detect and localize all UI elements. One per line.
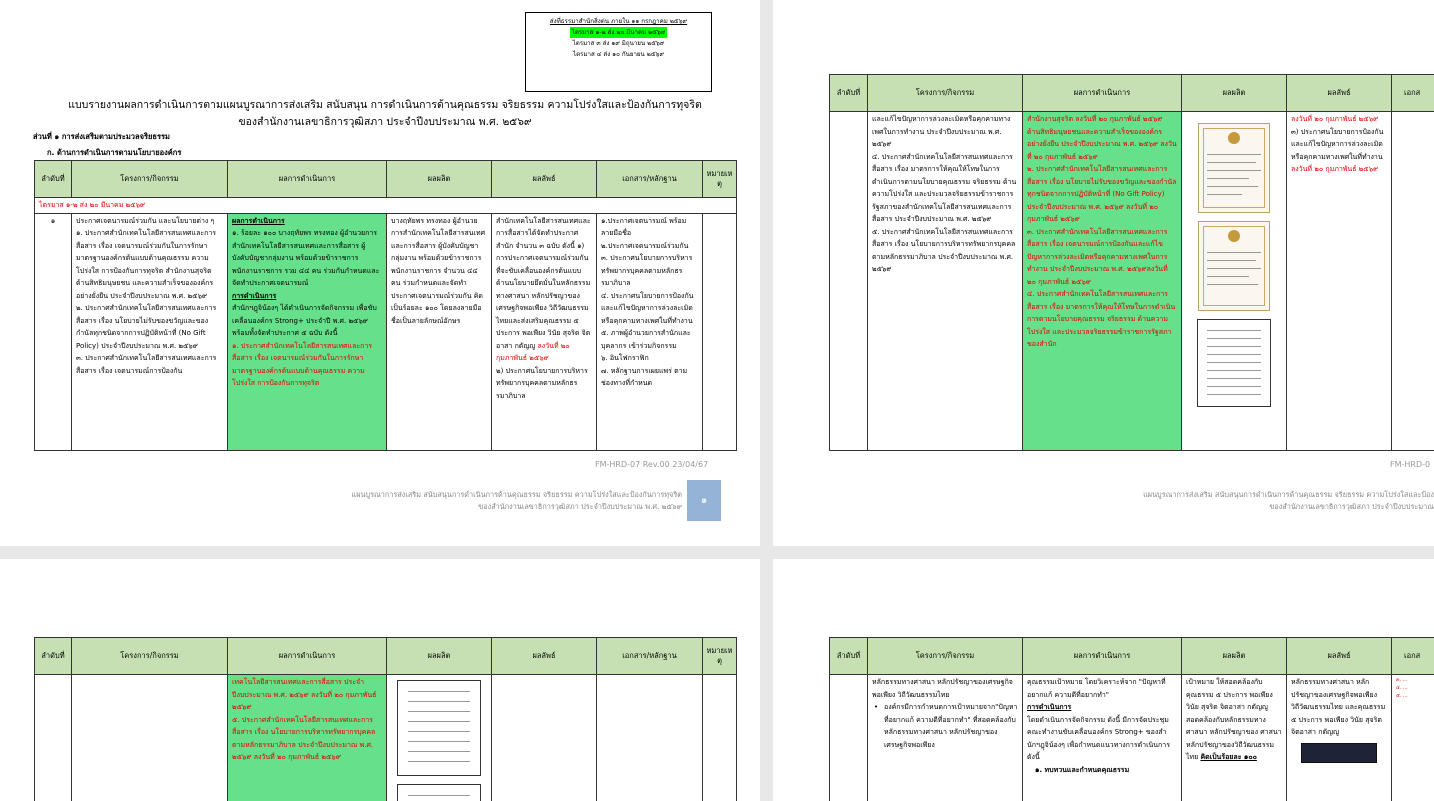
- col-header-result: ผลการดำเนินการ: [228, 638, 387, 675]
- row-remark: [703, 213, 737, 450]
- project-bullet: • องค์กรมีการกำหนดการเป้าหมายจาก"ปัญหาที่อยากแก้ ความดีที่อยากทำ" ที่สอดคล้องกับหลักธรรมทางศาสนา หลักปรัชญาของเศรษฐกิจพอเพียง: [872, 701, 1018, 751]
- col-header-outcome: ผลลัพธ์: [492, 161, 597, 198]
- footer-text: [1143, 489, 1434, 513]
- col-header-no: ลำดับที่: [830, 75, 868, 112]
- col-header-output: ผลผลิต: [387, 638, 492, 675]
- col-header-outcome: ผลลัพธ์: [492, 638, 597, 675]
- photo-thumbnail: [1301, 743, 1377, 763]
- col-header-project: โครงการ/กิจกรรม: [868, 75, 1023, 112]
- subsection-heading: ก. ด้านการดำเนินการตามนโยบายองค์กร: [47, 148, 182, 157]
- col-header-output: ผลผลิต: [1182, 75, 1287, 112]
- document-page-4: [773, 559, 1434, 801]
- schedule-q4: ไตรมาส ๔ ส่ง ๑๐ กันยายน ๒๕๖๙: [573, 51, 664, 58]
- result-para2: โดยดำเนินการจัดกิจกรรม ดังนี้ มีการจัดประชุมคณะทำงานขับเคลื่อนองค์กร Strong+ ของสำนักฯฎุจิน้องๆ เพื่อกำหนดแนวทางการดำเนินการ ดังนี้: [1027, 715, 1170, 761]
- footer-line2: ของสำนักงานเลขาธิการวุฒิสภา ประจำปีงบประมาณ: [1269, 502, 1434, 511]
- col-header-remark: หมายเหตุ: [703, 161, 737, 198]
- project-intro: หลักธรรมทางศาสนา หลักปรัชญาของเศรษฐกิจพอเพียง วิถีวัฒนธรรมไทย: [872, 678, 1013, 699]
- report-title-line1: แบบรายงานผลการดำเนินการตามแผนบูรณาการส่งเสริม สนับสนุน การดำเนินการด้านคุณธรรม จริยธรรม ความโปร่งใสและป้องกันการทุจริต: [68, 99, 702, 111]
- certificate-thumbnail: [1198, 123, 1270, 213]
- output-para: เป้าหมาย ให้สอดคล้องกับคุณธรรม ๕ ประการ พอเพียง วินัย สุจริต จิตอาสา กตัญญู สอดคล้องกับหลักธรรมทางศาสนา หลักปรัชญาของ ศาสนา หลักปรัชญาของวิถีวัฒนธรรมไทย: [1186, 678, 1282, 761]
- form-code: FM-HRD-07 Rev.00 23/04/67: [595, 460, 709, 469]
- row-project: ประกาศเจตนารมณ์ร่วมกัน และนโยบายต่าง ๆ ๑. ประกาศสำนักเทคโนโลยีสารสนเทศและการสื่อสาร เรื่อง เจตนารมณ์ร่วมกันในการรักษามาตรฐานองค์กรต้นแบบด้านคุณธรรม ความโปร่งใส การป้องกันการทุจริต สำนักงานสุจริต ด้านสิทธิมนุษยชน และความสำเร็จขององค์กรอย่างยั่งยืน ประจำปีงบประมาณ พ.ศ. ๒๕๖๙ ๒. ประกาศสำนักเทคโนโลยีสารสนเทศและการสื่อสาร เรื่อง นโยบายไม่รับของขวัญและของกำนัลทุกชนิดจากการปฏิบัติหน้าที่ (No Gift Policy) ประจำปีงบประมาณ พ.ศ. ๒๕๖๙ ๓. ประกาศสำนักเทคโนโลยีสารสนเทศและการสื่อสาร เรื่อง เจตนารมณ์การป้องกัน: [72, 213, 228, 450]
- col-header-result: ผลการดำเนินการ: [228, 161, 387, 198]
- outcome-para2: ๒) ประกาศนโยบายการบริหารทรัพยากรบุคคลตามหลักธรรมาภิบาล: [496, 366, 588, 400]
- outcome-para: หลักธรรมทางศาสนา หลักปรัชญาของเศรษฐกิจพอเพียง วิถีวัฒนธรรมไทย และคุณธรรม ๕ ประการ พอเพียง วินัย สุจริต จิตอาสา กตัญญู: [1291, 678, 1386, 736]
- col-header-evidence: เอกสาร/หลักฐาน: [597, 638, 703, 675]
- result-heading: ผลการดำเนินการ: [232, 216, 285, 225]
- result-para2: สำนักฯฎุจิน้องๆ ได้ดำเนินการจัดกิจกรรม เพื่อขับเคลื่อนองค์กร Strong+ ประจำปี พ.ศ. ๒๕๖๙ พร้อมทั้งจัดทำประกาศ ๕ ฉบับ ดังนี้: [232, 304, 377, 337]
- row-outcome: [1287, 112, 1392, 451]
- footer-line2: ของสำนักงานเลขาธิการวุฒิสภา ประจำปีงบประมาณ พ.ศ. ๒๕๖๙: [478, 502, 682, 511]
- col-header-no: ลำดับที่: [35, 638, 72, 675]
- section-heading: ส่วนที่ ๑ การส่งเสริมตามประมวลจริยธรรม: [33, 132, 170, 141]
- document-page-1: [0, 0, 760, 546]
- document-thumbnail: [397, 784, 481, 801]
- row-project: [72, 675, 228, 801]
- col-header-evidence-partial: เอกส: [1392, 638, 1434, 675]
- result-heading: การดำเนินการ: [1027, 703, 1072, 711]
- row-output-thumbnails: [1182, 112, 1287, 451]
- row-output-thumbnails: [387, 675, 492, 801]
- form-code: FM-HRD-0: [1390, 460, 1431, 469]
- col-header-outcome: ผลลัพธ์: [1287, 638, 1392, 675]
- submission-schedule-box: [525, 12, 712, 92]
- col-header-output: ผลผลิต: [1182, 638, 1287, 675]
- schedule-q3: ไตรมาส ๓ ส่ง ๑๙ มิถุนายน ๒๕๖๙: [572, 40, 665, 47]
- schedule-header: ส่งที่ธรรมาสำนักสิ่งต่น ภายใน ๑๑ กรกฎาคม ๒๕๖๙: [549, 18, 688, 25]
- result-para3: ๑. ทบทวนและกำหนดคุณธรรม: [1035, 765, 1130, 774]
- row-evidence: [597, 675, 703, 801]
- signature-list-thumbnail: [397, 680, 481, 776]
- row-output: บางฤทัยพร ทรงทอง ผู้อำนวยการสำนักเทคโนโลยีสารสนเทศและการสื่อสาร ผู้บังคับบัญชากลุ่มงาน พร้อมด้วยข้าราชการ พนักงานราชการ จำนวน ๔๔ คน ร่วมกำหนดและจัดทำประกาศเจตนารมณ์ร่วมกัน คิดเป็นร้อยละ ๑๐๐ โดยลงลายมือชื่อเป็นลายลักษณ์อักษร: [387, 213, 492, 450]
- col-header-project: โครงการ/กิจกรรม: [72, 638, 228, 675]
- row-remark: [703, 675, 737, 801]
- certificate-thumbnail: [1198, 221, 1270, 311]
- quarter-row: ไตรมาส ๑-๒ ส่ง ๒๐ มีนาคม ๒๕๖๙: [35, 198, 737, 214]
- footer-line1: แผนบูรณาการส่งเสริม สนับสนุนการดำเนินการด้านคุณธรรม จริยธรรม ความโปร่งใสและป้อง: [1143, 490, 1434, 499]
- col-header-evidence-partial: เอกส: [1392, 75, 1434, 112]
- output-percent: คิดเป็นร้อยละ ๑๐๐: [1200, 753, 1257, 761]
- row-outcome: [1287, 675, 1392, 801]
- row-result: [228, 213, 387, 450]
- result-heading2: การดำเนินการ: [232, 291, 277, 300]
- footer-line1: แผนบูรณาการส่งเสริม สนับสนุนการดำเนินการด้านคุณธรรม จริยธรรม ความโปร่งใสและป้องกันการทุจริต: [351, 490, 682, 499]
- row-project: และแก้ไขปัญหาการล่วงละเมิดหรือคุกคามทางเพศในการทำงาน ประจำปีงบประมาณ พ.ศ. ๒๕๖๙ ๔. ประกาศสำนักเทคโนโลยีสารสนเทศและการสื่อสาร เรื่อง มาตรการให้คุณให้โทษในการดำเนินการตามนโยบายคุณธรรม จริยธรรม ด้านความโปร่งใส และประมวลจริยธรรมข้าราชการรัฐสภาของสำนักเทคโนโลยีสารสนเทศและการสื่อสาร ประจำปีงบประมาณ พ.ศ. ๒๕๖๙ ๕. ประกาศสำนักเทคโนโลยีสารสนเทศและการสื่อสาร เรื่อง นโยบายการบริหารทรัพยากรบุคคลตามหลักธรรมาภิบาล ประจำปีงบประมาณ พ.ศ. ๒๕๖๙: [868, 112, 1023, 451]
- report-table-p4: [829, 637, 1434, 801]
- col-header-project: โครงการ/กิจกรรม: [868, 638, 1023, 675]
- result-para1: ๑. ร้อยละ ๑๐๐ บางฤทัยพร ทรงทอง ผู้อำนวยการสำนักเทคโนโลยีสารสนเทศและการสื่อสาร ผู้บังคับบัญชากลุ่มงาน พร้อมด้วยข้าราชการ พนักงานราชการ รวม ๔๔ คน ร่วมกันกำหนดและจัดทำประกาศเจตนารมณ์: [232, 229, 380, 287]
- row-evidence: [1392, 112, 1434, 451]
- outcome-para3: ๓) ประกาศนโยบายการป้องกันและแก้ไขปัญหาการล่วงละเมิดหรือคุกคามทางเพศในที่ทำงาน: [1291, 127, 1384, 161]
- report-table-p3: [34, 637, 737, 801]
- document-page-2: [773, 0, 1434, 546]
- col-header-evidence: เอกสาร/หลักฐาน: [597, 161, 703, 198]
- row-evidence: ๓. ... ๔. ... ๕. ...: [1392, 675, 1434, 801]
- col-header-no: ลำดับที่: [830, 638, 868, 675]
- schedule-q12: ไตรมาส ๑-๒ ส่ง ๒๐ มีนาคม ๒๕๖๙: [571, 29, 666, 36]
- report-table: [34, 160, 737, 451]
- col-header-result: ผลการดำเนินการ: [1023, 638, 1182, 675]
- col-header-outcome: ผลลัพธ์: [1287, 75, 1392, 112]
- row-no: ๑: [35, 213, 72, 450]
- signature-list-thumbnail: [1197, 319, 1271, 407]
- report-table-p2: [829, 74, 1434, 451]
- row-no: [830, 675, 868, 801]
- document-page-3: [0, 559, 760, 801]
- col-header-result: ผลการดำเนินการ: [1023, 75, 1182, 112]
- report-title-line2: ของสำนักงานเลขาธิการวุฒิสภา ประจำปีงบประมาณ พ.ศ. ๒๕๖๙: [238, 116, 532, 128]
- outcome-para1: สำนักเทคโนโลยีสารสนเทศและการสื่อสารได้จัดทำประกาศ สำนัก จำนวน ๓ ฉบับ ดังนี้ ๑) การประกาศเจตนารมณ์ร่วมกันที่จะขับเคลื่อนองค์กรต้นแบบด้านนโยบายยึดมั่นในหลักธรรมทางศาสนา หลักปรัชญาของเศรษฐกิจพอเพียง วิถีวัฒนธรรมไทยและส่งเสริมคุณธรรม ๕ ประการ พอเพียง วินัย สุจริต จิตอาสา กตัญญู: [496, 216, 591, 350]
- result-para3: ๑. ประกาศสำนักเทคโนโลยีสารสนเทศและการสื่อสาร เรื่อง เจตนารมณ์ร่วมกันในการรักษามาตรฐานองค์กรต้นแบบด้านคุณธรรม ความโปร่งใส การป้องกันการทุจริต: [232, 341, 373, 387]
- row-evidence: ๑.ประกาศเจตนารมณ์ พร้อมลายมือชื่อ ๒.ประกาศเจตนารมณ์ร่วมกัน ๓. ประกาศนโยบายการบริหารทรัพยากรบุคคลตามหลักธรรมาภิบาล ๔. ประกาศนโยบายการป้องกันและแก้ไขปัญหาการล่วงละเมิดหรือคุกคามทางเพศในที่ทำงาน ๕. ภาพผู้อำนวยการสำนักและบุคลากร เข้าร่วมกิจกรรม ๖. อินโฟกราฟิก ๗. หลักฐานการเผยแพร่ ตามช่องทางที่กำหนด: [597, 213, 703, 450]
- col-header-project: โครงการ/กิจกรรม: [72, 161, 228, 198]
- footer-text: [352, 489, 683, 513]
- row-result: [1023, 675, 1182, 801]
- col-header-no: ลำดับที่: [35, 161, 72, 198]
- row-result: เทคโนโลยีสารสนเทศและการสื่อสาร ประจำปีงบประมาณ พ.ศ. ๒๕๖๙ ลงวันที่ ๒๐ กุมภาพันธ์ ๒๕๖๙ ๕. ประกาศสำนักเทคโนโลยีสารสนเทศและการสื่อสาร เรื่อง นโยบายการบริหารทรัพยากรบุคคลตามหลักธรรมาภิบาล ประจำปีงบประมาณ พ.ศ. ๒๕๖๙ ลงวันที่ ๒๐ กุมภาพันธ์ ๒๕๖๙: [228, 675, 387, 801]
- outcome-date: ลงวันที่ ๒๐ กุมภาพันธ์ ๒๕๖๙: [496, 341, 570, 362]
- row-no: [830, 112, 868, 451]
- row-outcome: [492, 675, 597, 801]
- row-no: [35, 675, 72, 801]
- page-number: ๑: [687, 480, 721, 521]
- row-result: สำนักงานสุจริต ลงวันที่ ๒๐ กุมภาพันธ์ ๒๕๖๙ ด้านสิทธิมนุษยชนและความสำเร็จขององค์กรอย่างยั่งยืน ประจำปีงบประมาณ พ.ศ. ๒๕๖๙ ลงวันที่ ๒๐ กุมภาพันธ์ ๒๕๖๙ ๒. ประกาศสำนักเทคโนโลยีสารสนเทศและการสื่อสาร เรื่อง นโยบายไม่รับของขวัญและของกำนัลทุกชนิดจากการปฏิบัติหน้าที่ (No Gift Policy) ประจำปีงบประมาณ พ.ศ. ๒๕๖๙ ลงวันที่ ๒๐ กุมภาพันธ์ ๒๕๖๙ ๓. ประกาศสำนักเทคโนโลยีสารสนเทศและการสื่อสาร เรื่อง เจตนารมณ์การป้องกันและแก้ไขปัญหาการล่วงละเมิดหรือคุกคามทางเพศในการทำงาน ประจำปีงบประมาณ พ.ศ. ๒๕๖๙ลงวันที่ ๒๐ กุมภาพันธ์ ๒๕๖๙ ๔. ประกาศสำนักเทคโนโลยีสารสนเทศและการสื่อสาร เรื่อง มาตรการให้คุณให้โทษในการดำเนินการตามนโยบายคุณธรรม จริยธรรม ด้านความโปร่งใส และประมวลจริยธรรมข้าราชการรัฐสภาของสำนัก: [1023, 112, 1182, 451]
- row-outcome: [492, 213, 597, 450]
- outcome-date2: ลงวันที่ ๒๐ กุมภาพันธ์ ๒๕๖๙: [1291, 165, 1379, 173]
- row-project: [868, 675, 1023, 801]
- result-para1: คุณธรรมเป้าหมาย โดยวิเคราะห์จาก "ปัญหาที่อยากแก้ ความดีที่อยากทำ": [1027, 678, 1166, 699]
- row-output: [1182, 675, 1287, 801]
- col-header-output: ผลผลิต: [387, 161, 492, 198]
- outcome-date1: ลงวันที่ ๒๐ กุมภาพันธ์ ๒๕๖๙: [1291, 115, 1379, 123]
- col-header-remark: หมายเหตุ: [703, 638, 737, 675]
